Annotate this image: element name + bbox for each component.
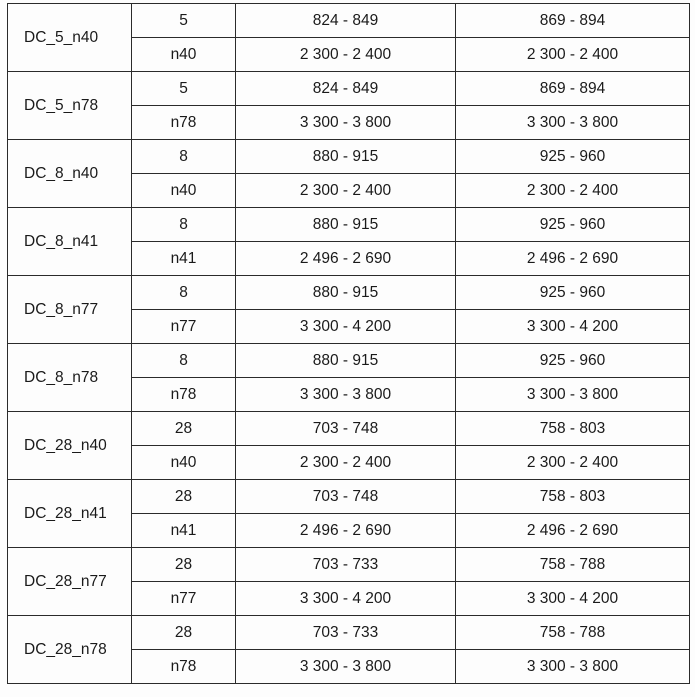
band-combination-cell: DC_5_n78 xyxy=(8,72,132,140)
uplink-range-cell: 3 300 - 4 200 xyxy=(236,310,456,344)
table-row xyxy=(8,344,690,378)
downlink-range-cell: 758 - 803 xyxy=(456,480,690,514)
downlink-range-cell: 3 300 - 3 800 xyxy=(456,106,690,140)
table-row xyxy=(8,548,690,582)
band-combination-cell: DC_28_n78 xyxy=(8,616,132,684)
table-row xyxy=(8,72,690,106)
band-cell: n41 xyxy=(132,514,236,548)
uplink-range-cell: 824 - 849 xyxy=(236,4,456,38)
downlink-range-cell: 2 300 - 2 400 xyxy=(456,174,690,208)
band-cell: 28 xyxy=(132,412,236,446)
band-combination-cell: DC_8_n78 xyxy=(8,344,132,412)
band-cell: 28 xyxy=(132,616,236,650)
uplink-range-cell: 2 300 - 2 400 xyxy=(236,38,456,72)
uplink-range-cell: 2 496 - 2 690 xyxy=(236,514,456,548)
table-row xyxy=(8,276,690,310)
table-body xyxy=(8,4,690,684)
downlink-range-cell: 925 - 960 xyxy=(456,208,690,242)
downlink-range-cell: 925 - 960 xyxy=(456,140,690,174)
band-cell: n78 xyxy=(132,650,236,684)
band-cell: 28 xyxy=(132,548,236,582)
uplink-range-cell: 703 - 748 xyxy=(236,480,456,514)
band-cell: n40 xyxy=(132,446,236,480)
table-row xyxy=(8,140,690,174)
uplink-range-cell: 2 300 - 2 400 xyxy=(236,446,456,480)
band-combination-cell: DC_5_n40 xyxy=(8,4,132,72)
downlink-range-cell: 3 300 - 3 800 xyxy=(456,650,690,684)
downlink-range-cell: 3 300 - 4 200 xyxy=(456,582,690,616)
uplink-range-cell: 880 - 915 xyxy=(236,344,456,378)
uplink-range-cell: 703 - 733 xyxy=(236,548,456,582)
band-combination-cell: DC_28_n41 xyxy=(8,480,132,548)
band-cell: n77 xyxy=(132,582,236,616)
band-combination-cell: DC_28_n77 xyxy=(8,548,132,616)
downlink-range-cell: 3 300 - 4 200 xyxy=(456,310,690,344)
band-cell: 8 xyxy=(132,344,236,378)
band-combination-cell: DC_8_n40 xyxy=(8,140,132,208)
uplink-range-cell: 3 300 - 4 200 xyxy=(236,582,456,616)
downlink-range-cell: 2 496 - 2 690 xyxy=(456,242,690,276)
uplink-range-cell: 3 300 - 3 800 xyxy=(236,106,456,140)
downlink-range-cell: 3 300 - 3 800 xyxy=(456,378,690,412)
band-cell: n40 xyxy=(132,38,236,72)
downlink-range-cell: 869 - 894 xyxy=(456,72,690,106)
uplink-range-cell: 880 - 915 xyxy=(236,208,456,242)
downlink-range-cell: 758 - 803 xyxy=(456,412,690,446)
uplink-range-cell: 3 300 - 3 800 xyxy=(236,378,456,412)
downlink-range-cell: 925 - 960 xyxy=(456,276,690,310)
band-cell: n40 xyxy=(132,174,236,208)
table-row xyxy=(8,616,690,650)
table-row xyxy=(8,208,690,242)
downlink-range-cell: 869 - 894 xyxy=(456,4,690,38)
table-row xyxy=(8,480,690,514)
band-cell: 28 xyxy=(132,480,236,514)
uplink-range-cell: 2 496 - 2 690 xyxy=(236,242,456,276)
band-cell: 5 xyxy=(132,4,236,38)
uplink-range-cell: 880 - 915 xyxy=(236,140,456,174)
uplink-range-cell: 703 - 733 xyxy=(236,616,456,650)
band-combination-cell: DC_8_n41 xyxy=(8,208,132,276)
uplink-range-cell: 2 300 - 2 400 xyxy=(236,174,456,208)
downlink-range-cell: 2 300 - 2 400 xyxy=(456,38,690,72)
downlink-range-cell: 925 - 960 xyxy=(456,344,690,378)
downlink-range-cell: 758 - 788 xyxy=(456,548,690,582)
band-cell: 5 xyxy=(132,72,236,106)
band-cell: n77 xyxy=(132,310,236,344)
downlink-range-cell: 2 496 - 2 690 xyxy=(456,514,690,548)
band-cell: 8 xyxy=(132,276,236,310)
band-cell: n78 xyxy=(132,378,236,412)
band-combination-table xyxy=(7,3,690,684)
band-cell: 8 xyxy=(132,140,236,174)
uplink-range-cell: 824 - 849 xyxy=(236,72,456,106)
uplink-range-cell: 3 300 - 3 800 xyxy=(236,650,456,684)
table-row xyxy=(8,4,690,38)
band-combination-cell: DC_28_n40 xyxy=(8,412,132,480)
downlink-range-cell: 758 - 788 xyxy=(456,616,690,650)
band-cell: 8 xyxy=(132,208,236,242)
band-combination-cell: DC_8_n77 xyxy=(8,276,132,344)
band-cell: n78 xyxy=(132,106,236,140)
uplink-range-cell: 703 - 748 xyxy=(236,412,456,446)
downlink-range-cell: 2 300 - 2 400 xyxy=(456,446,690,480)
table-row xyxy=(8,412,690,446)
band-cell: n41 xyxy=(132,242,236,276)
uplink-range-cell: 880 - 915 xyxy=(236,276,456,310)
